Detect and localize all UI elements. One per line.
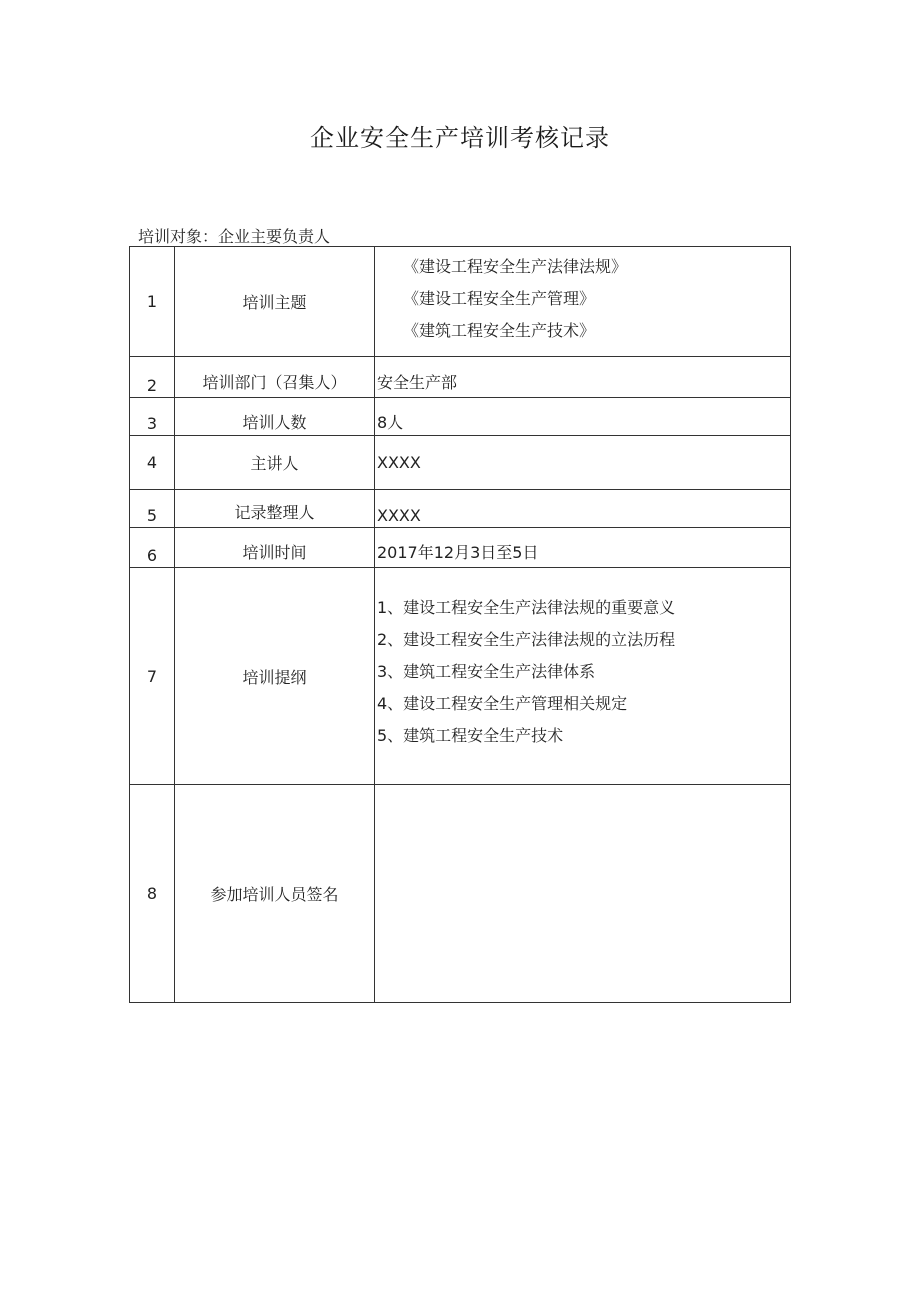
row-number: 5 [130,490,175,528]
outline-item: 4、建设工程安全生产管理相关规定 [377,694,628,713]
row-label: 参加培训人员签名 [175,785,375,1003]
training-topic-cell [375,247,791,357]
table-row [130,528,791,568]
signature-area [375,785,791,1003]
row-number: 7 [130,568,175,785]
training-outline-cell [375,568,791,785]
outline-item: 2、建设工程安全生产法律法规的立法历程 [377,630,676,649]
row-value: 8人 [375,398,791,436]
table-row [130,398,791,436]
row-value: 安全生产部 [375,357,791,398]
row-value: 2017年12月3日至5日 [375,528,791,568]
document-title: 企业安全生产培训考核记录 [310,124,610,152]
training-target: 培训对象：企业主要负责人 [138,227,331,246]
training-record-table [129,246,791,1003]
table-row [130,785,791,1003]
row-number: 1 [130,247,175,357]
row-value: XXXX [375,490,791,528]
table-row [130,247,791,357]
row-label: 培训部门（召集人） [175,357,375,398]
row-label: 培训主题 [175,247,375,357]
outline-item: 3、建筑工程安全生产法律体系 [377,662,596,681]
outline-item: 5、建筑工程安全生产技术 [377,726,564,745]
row-number: 4 [130,436,175,490]
outline-item: 1、建设工程安全生产法律法规的重要意义 [377,598,676,617]
table-row [130,490,791,528]
row-label: 主讲人 [175,436,375,490]
row-label: 培训时间 [175,528,375,568]
table-row [130,357,791,398]
topic-line: 《建筑工程安全生产技术》 [403,321,596,340]
row-number: 2 [130,357,175,398]
row-number: 8 [130,785,175,1003]
row-value: XXXX [375,436,791,490]
row-number: 6 [130,528,175,568]
row-label: 培训人数 [175,398,375,436]
row-number: 3 [130,398,175,436]
topic-line: 《建设工程安全生产管理》 [403,289,596,308]
row-label: 记录整理人 [175,490,375,528]
row-label: 培训提纲 [175,568,375,785]
topic-line: 《建设工程安全生产法律法规》 [403,257,628,276]
table-row [130,436,791,490]
table-row [130,568,791,785]
